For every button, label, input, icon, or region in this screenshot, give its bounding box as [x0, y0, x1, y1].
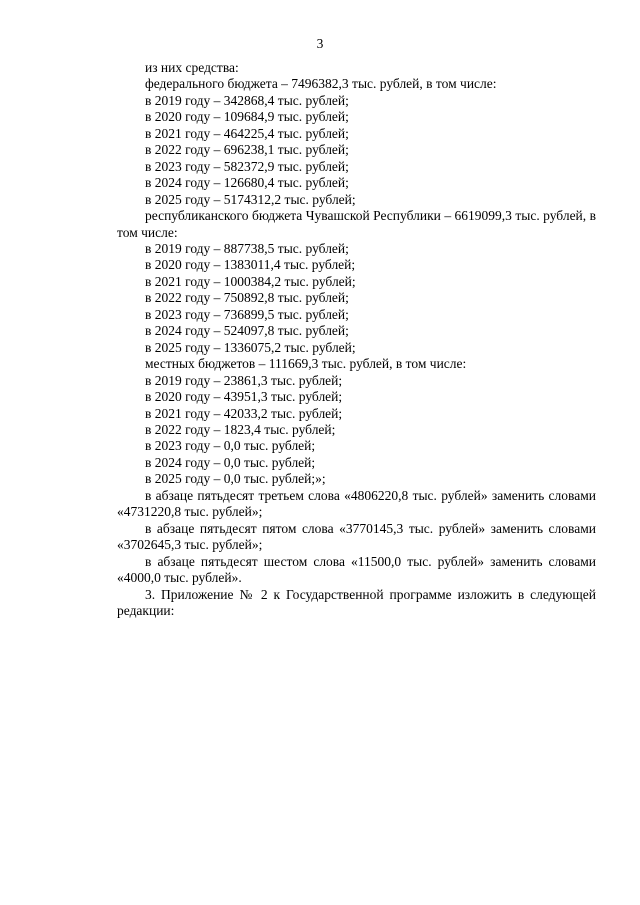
federal-year-line: в 2025 году – 5174312,2 тыс. рублей; [145, 191, 356, 207]
page-number: 3 [316, 36, 324, 51]
funding-intro: из них средства: [145, 60, 239, 75]
amendment-paragraph: в абзаце пятьдесят шестом слова «11500,0 тыс. рублей» заменить словами «4000,0 тыс. рублей». [117, 553, 596, 586]
local-year-line: в 2021 году – 42033,2 тыс. рублей; [145, 405, 343, 421]
federal-year-line: в 2024 году – 126680,4 тыс. рублей; [145, 175, 349, 191]
republic-year-line: в 2020 году – 1383011,4 тыс. рублей; [145, 257, 356, 273]
federal-year-line: в 2022 году – 696238,1 тыс. рублей; [145, 142, 349, 158]
local-budget-heading: местных бюджетов – 111669,3 тыс. рублей, в том числе: [145, 356, 467, 372]
local-year-line: в 2023 году – 0,0 тыс. рублей; [145, 438, 316, 454]
federal-year-line: в 2019 году – 342868,4 тыс. рублей; [145, 92, 349, 108]
republic-budget-heading: республиканского бюджета Чувашской Республики – 6619099,3 тыс. рублей, в том числе: [117, 208, 596, 240]
republic-year-line: в 2022 году – 750892,8 тыс. рублей; [145, 290, 349, 306]
amendment-paragraph: в абзаце пятьдесят пятом слова «3770145,3 тыс. рублей» заменить словами «3702645,3 тыс. рублей»; [117, 520, 596, 553]
local-year-line: в 2020 году – 43951,3 тыс. рублей; [145, 389, 343, 405]
appendix-paragraph: 3. Приложение № 2 к Государственной программе изложить в следующей редакции: [117, 586, 596, 618]
republic-year-line: в 2023 году – 736899,5 тыс. рублей; [145, 306, 349, 322]
local-year-line: в 2022 году – 1823,4 тыс. рублей; [145, 421, 336, 437]
federal-year-line: в 2023 году – 582372,9 тыс. рублей; [145, 158, 349, 174]
local-year-line: в 2019 году – 23861,3 тыс. рублей; [145, 372, 343, 388]
federal-budget-heading: федерального бюджета – 7496382,3 тыс. рублей, в том числе: [145, 76, 497, 92]
amendment-paragraph: в абзаце пятьдесят третьем слова «4806220,8 тыс. рублей» заменить словами «4731220,8 тыс. рублей»; [117, 487, 596, 520]
federal-year-line: в 2021 году – 464225,4 тыс. рублей; [145, 125, 349, 141]
republic-year-line: в 2024 году – 524097,8 тыс. рублей; [145, 323, 349, 339]
document-body [117, 60, 596, 619]
local-year-line: в 2024 году – 0,0 тыс. рублей; [145, 454, 316, 470]
federal-year-line: в 2020 году – 109684,9 тыс. рублей; [145, 109, 349, 125]
republic-year-line: в 2025 году – 1336075,2 тыс. рублей; [145, 339, 356, 355]
republic-year-line: в 2019 году – 887738,5 тыс. рублей; [145, 240, 349, 256]
republic-year-line: в 2021 году – 1000384,2 тыс. рублей; [145, 273, 356, 289]
local-year-line: в 2025 году – 0,0 тыс. рублей;»; [145, 471, 326, 487]
